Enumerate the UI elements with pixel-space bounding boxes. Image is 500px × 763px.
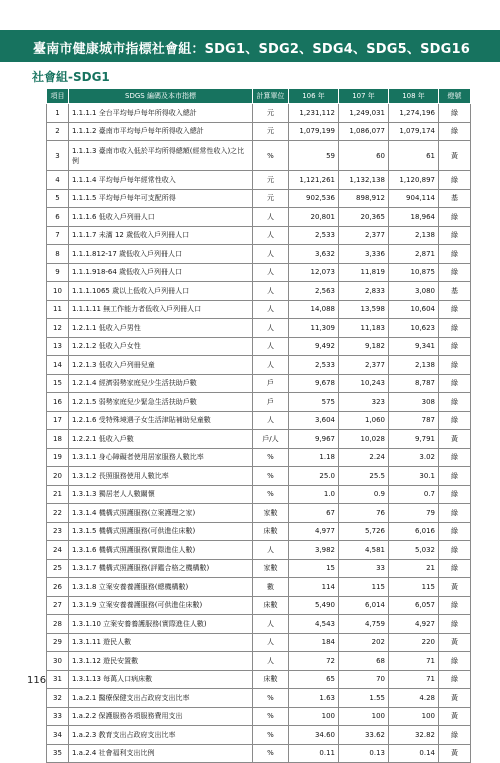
table-row (47, 467, 471, 486)
row-value-107: 2,833 (339, 282, 389, 301)
table-row (47, 522, 471, 541)
row-signal: 綠 (439, 411, 471, 430)
row-indicator: 1.a.2.3 教育支出占政府支出比率 (69, 726, 253, 745)
table-row (47, 189, 471, 208)
row-value-107: 202 (339, 633, 389, 652)
row-value-108: 220 (389, 633, 439, 652)
row-signal: 綠 (439, 615, 471, 634)
row-value-107: 2,377 (339, 226, 389, 245)
row-indicator: 1.a.2.1 醫療保健支出占政府支出比率 (69, 689, 253, 708)
row-index: 30 (47, 652, 69, 671)
row-unit: % (253, 467, 289, 486)
row-value-108: 1,274,196 (389, 104, 439, 123)
row-unit: % (253, 689, 289, 708)
row-unit: 人 (253, 319, 289, 338)
indicator-table (46, 88, 471, 763)
row-value-108: 904,114 (389, 189, 439, 208)
row-signal: 綠 (439, 652, 471, 671)
row-indicator: 1.1.1.2 臺南市平均每戶每年所得收入總計 (69, 122, 253, 141)
row-index: 20 (47, 467, 69, 486)
row-value-108: 9,341 (389, 337, 439, 356)
table-row (47, 504, 471, 523)
row-unit: 人 (253, 226, 289, 245)
row-unit: 戶 (253, 393, 289, 412)
row-signal: 基 (439, 189, 471, 208)
row-signal: 黃 (439, 707, 471, 726)
row-index: 10 (47, 282, 69, 301)
row-indicator: 1.3.1.4 機構式照護服務(立案護理之家) (69, 504, 253, 523)
row-signal: 綠 (439, 726, 471, 745)
table-row (47, 337, 471, 356)
row-indicator: 1.2.1.2 低收入戶女性 (69, 337, 253, 356)
row-indicator: 1.3.1.7 機構式照護服務(評鑑合格之機構數) (69, 559, 253, 578)
row-indicator: 1.1.1.1 全台平均每戶每年所得收入總計 (69, 104, 253, 123)
row-unit: 人 (253, 633, 289, 652)
row-value-107: 115 (339, 578, 389, 597)
row-value-106: 100 (289, 707, 339, 726)
table-row (47, 263, 471, 282)
row-signal: 綠 (439, 122, 471, 141)
row-value-108: 308 (389, 393, 439, 412)
row-value-108: 61 (389, 141, 439, 171)
row-value-107: 33.62 (339, 726, 389, 745)
row-value-108: 3.02 (389, 448, 439, 467)
row-unit: % (253, 485, 289, 504)
row-signal: 綠 (439, 559, 471, 578)
row-indicator: 1.3.1.2 長照服務使用人數比率 (69, 467, 253, 486)
row-signal: 綠 (439, 319, 471, 338)
row-indicator: 1.3.1.8 立案安養養護服務(總機構數) (69, 578, 253, 597)
row-unit: 床數 (253, 596, 289, 615)
row-index: 12 (47, 319, 69, 338)
table-row (47, 411, 471, 430)
row-value-106: 20,801 (289, 208, 339, 227)
row-value-106: 72 (289, 652, 339, 671)
row-unit: 人 (253, 652, 289, 671)
table-row (47, 707, 471, 726)
row-signal: 黃 (439, 744, 471, 763)
row-value-107: 10,028 (339, 430, 389, 449)
row-index: 14 (47, 356, 69, 375)
row-indicator: 1.3.1.10 立案安養養護服務(實際進住人數) (69, 615, 253, 634)
row-indicator: 1.1.1.11 無工作能力者低收入戶列冊人口 (69, 300, 253, 319)
row-signal: 黃 (439, 430, 471, 449)
row-value-108: 0.7 (389, 485, 439, 504)
row-value-106: 67 (289, 504, 339, 523)
row-unit: 元 (253, 189, 289, 208)
row-index: 26 (47, 578, 69, 597)
row-value-106: 2,563 (289, 282, 339, 301)
row-indicator: 1.a.2.2 保護服務各項服務費用支出 (69, 707, 253, 726)
row-index: 32 (47, 689, 69, 708)
row-value-106: 9,967 (289, 430, 339, 449)
row-index: 34 (47, 726, 69, 745)
table-row (47, 356, 471, 375)
col-header-unit: 計算單位 (253, 89, 289, 104)
row-value-106: 184 (289, 633, 339, 652)
row-value-106: 3,632 (289, 245, 339, 264)
table-row (47, 670, 471, 689)
row-value-108: 3,080 (389, 282, 439, 301)
row-indicator: 1.2.1.3 低收入戶列冊兒童 (69, 356, 253, 375)
row-signal: 基 (439, 282, 471, 301)
row-unit: 人 (253, 263, 289, 282)
row-indicator: 1.2.1.6 受特殊境遇子女生活津貼補助兒童數 (69, 411, 253, 430)
row-unit: 人 (253, 615, 289, 634)
row-indicator: 1.1.1.7 未滿 12 歲低收入戶列冊人口 (69, 226, 253, 245)
row-value-107: 76 (339, 504, 389, 523)
table-row (47, 374, 471, 393)
row-unit: 人 (253, 208, 289, 227)
row-unit: 家數 (253, 559, 289, 578)
row-signal: 綠 (439, 467, 471, 486)
row-unit: 戶 (253, 374, 289, 393)
row-value-106: 34.60 (289, 726, 339, 745)
row-value-108: 10,604 (389, 300, 439, 319)
table-row (47, 430, 471, 449)
row-value-107: 13,598 (339, 300, 389, 319)
row-value-106: 1,121,261 (289, 171, 339, 190)
row-unit: 人 (253, 337, 289, 356)
row-indicator: 1.3.1.3 獨居老人人數關懷 (69, 485, 253, 504)
row-unit: 人 (253, 356, 289, 375)
row-unit: 元 (253, 104, 289, 123)
col-header-light: 燈號 (439, 89, 471, 104)
row-value-107: 100 (339, 707, 389, 726)
row-value-108: 4,927 (389, 615, 439, 634)
row-indicator: 1.1.1.1065 歲以上低收入戶列冊人口 (69, 282, 253, 301)
row-signal: 綠 (439, 541, 471, 560)
row-indicator: 1.2.2.1 低收入戶數 (69, 430, 253, 449)
row-index: 18 (47, 430, 69, 449)
row-value-106: 114 (289, 578, 339, 597)
row-indicator: 1.2.1.1 低收入戶男性 (69, 319, 253, 338)
row-index: 17 (47, 411, 69, 430)
table-row (47, 448, 471, 467)
row-unit: 人 (253, 300, 289, 319)
row-index: 28 (47, 615, 69, 634)
row-value-108: 10,623 (389, 319, 439, 338)
row-value-106: 575 (289, 393, 339, 412)
row-value-108: 0.14 (389, 744, 439, 763)
row-signal: 綠 (439, 393, 471, 412)
col-header-item: 項目 (47, 89, 69, 104)
row-value-108: 9,791 (389, 430, 439, 449)
table-row (47, 652, 471, 671)
row-value-106: 9,678 (289, 374, 339, 393)
row-indicator: 1.3.1.13 每萬人口病床數 (69, 670, 253, 689)
row-unit: 床數 (253, 522, 289, 541)
row-index: 13 (47, 337, 69, 356)
row-index: 16 (47, 393, 69, 412)
row-index: 19 (47, 448, 69, 467)
page-title: 臺南市健康城市指標社會組：SDG1、SDG2、SDG4、SDG5、SDG16 (33, 42, 470, 57)
row-value-107: 4,759 (339, 615, 389, 634)
row-value-106: 1.18 (289, 448, 339, 467)
row-value-107: 10,243 (339, 374, 389, 393)
row-signal: 黃 (439, 689, 471, 708)
row-value-108: 32.82 (389, 726, 439, 745)
row-value-108: 71 (389, 652, 439, 671)
row-unit: 人 (253, 245, 289, 264)
row-value-108: 2,138 (389, 226, 439, 245)
row-value-108: 79 (389, 504, 439, 523)
row-indicator: 1.1.1.4 平均每戶每年經常性收入 (69, 171, 253, 190)
table-row (47, 541, 471, 560)
row-value-106: 15 (289, 559, 339, 578)
row-value-108: 6,057 (389, 596, 439, 615)
row-value-107: 9,182 (339, 337, 389, 356)
table-row (47, 615, 471, 634)
row-indicator: 1.3.1.9 立案安養養護服務(可供進住床數) (69, 596, 253, 615)
row-indicator: 1.1.1.812-17 歲低收入戶列冊人口 (69, 245, 253, 264)
row-value-108: 4.28 (389, 689, 439, 708)
table-row (47, 726, 471, 745)
table-header-row (47, 89, 471, 104)
row-unit: 人 (253, 282, 289, 301)
row-value-107: 898,912 (339, 189, 389, 208)
row-value-107: 68 (339, 652, 389, 671)
row-index: 23 (47, 522, 69, 541)
row-unit: % (253, 726, 289, 745)
row-value-107: 25.5 (339, 467, 389, 486)
row-unit: 數 (253, 578, 289, 597)
row-index: 27 (47, 596, 69, 615)
row-indicator: 1.1.1.918-64 歲低收入戶列冊人口 (69, 263, 253, 282)
row-index: 7 (47, 226, 69, 245)
row-value-108: 30.1 (389, 467, 439, 486)
row-value-106: 3,604 (289, 411, 339, 430)
row-value-108: 100 (389, 707, 439, 726)
row-value-106: 1,079,199 (289, 122, 339, 141)
row-value-107: 0.9 (339, 485, 389, 504)
table-row (47, 300, 471, 319)
row-index: 31 (47, 670, 69, 689)
row-value-106: 0.11 (289, 744, 339, 763)
row-value-108: 1,120,897 (389, 171, 439, 190)
row-value-107: 3,336 (339, 245, 389, 264)
row-value-108: 71 (389, 670, 439, 689)
row-signal: 綠 (439, 504, 471, 523)
row-unit: % (253, 707, 289, 726)
row-value-107: 33 (339, 559, 389, 578)
row-value-106: 14,088 (289, 300, 339, 319)
row-unit: 家數 (253, 504, 289, 523)
row-signal: 綠 (439, 596, 471, 615)
row-value-107: 323 (339, 393, 389, 412)
row-value-106: 65 (289, 670, 339, 689)
row-value-106: 2,533 (289, 226, 339, 245)
row-signal: 綠 (439, 337, 471, 356)
row-value-106: 3,982 (289, 541, 339, 560)
row-value-107: 6,014 (339, 596, 389, 615)
col-header-106: 106 年 (289, 89, 339, 104)
row-signal: 綠 (439, 263, 471, 282)
table-row (47, 633, 471, 652)
row-signal: 綠 (439, 448, 471, 467)
row-value-107: 4,581 (339, 541, 389, 560)
row-value-106: 1.0 (289, 485, 339, 504)
row-unit: % (253, 448, 289, 467)
row-indicator: 1.1.1.5 平均每戶每年可支配所得 (69, 189, 253, 208)
row-indicator: 1.3.1.12 遊民安置數 (69, 652, 253, 671)
table-row (47, 122, 471, 141)
row-index: 15 (47, 374, 69, 393)
row-unit: 元 (253, 171, 289, 190)
row-value-107: 5,726 (339, 522, 389, 541)
table-row (47, 141, 471, 171)
row-value-107: 1,060 (339, 411, 389, 430)
col-header-indicator: SDGS 編碼及本市指標 (69, 89, 253, 104)
row-value-108: 6,016 (389, 522, 439, 541)
table-body (47, 104, 471, 763)
col-header-107: 107 年 (339, 89, 389, 104)
row-signal: 黃 (439, 141, 471, 171)
row-value-106: 5,490 (289, 596, 339, 615)
row-value-107: 2,377 (339, 356, 389, 375)
row-value-108: 2,138 (389, 356, 439, 375)
row-indicator: 1.3.1.11 遊民人數 (69, 633, 253, 652)
row-unit: 人 (253, 541, 289, 560)
row-unit: 元 (253, 122, 289, 141)
row-signal: 綠 (439, 485, 471, 504)
row-value-106: 1.63 (289, 689, 339, 708)
row-value-106: 11,309 (289, 319, 339, 338)
table-row (47, 596, 471, 615)
row-signal: 綠 (439, 522, 471, 541)
table-row (47, 319, 471, 338)
table-row (47, 171, 471, 190)
row-unit: % (253, 141, 289, 171)
row-value-107: 1,249,031 (339, 104, 389, 123)
row-value-107: 1,086,077 (339, 122, 389, 141)
row-value-107: 70 (339, 670, 389, 689)
row-index: 22 (47, 504, 69, 523)
col-header-108: 108 年 (389, 89, 439, 104)
header-banner (0, 30, 500, 62)
row-index: 2 (47, 122, 69, 141)
row-signal: 綠 (439, 104, 471, 123)
row-indicator: 1.1.1.6 低收入戶列冊人口 (69, 208, 253, 227)
row-value-107: 60 (339, 141, 389, 171)
row-value-107: 1,132,138 (339, 171, 389, 190)
page-number: 116 (27, 675, 47, 686)
row-value-108: 21 (389, 559, 439, 578)
row-index: 35 (47, 744, 69, 763)
table-row (47, 226, 471, 245)
row-index: 33 (47, 707, 69, 726)
row-index: 6 (47, 208, 69, 227)
row-value-108: 18,964 (389, 208, 439, 227)
row-value-107: 11,183 (339, 319, 389, 338)
row-signal: 黃 (439, 633, 471, 652)
section-title: 社會組-SDG1 (32, 70, 110, 84)
table-row (47, 245, 471, 264)
table-row (47, 282, 471, 301)
row-value-108: 1,079,174 (389, 122, 439, 141)
table-row (47, 689, 471, 708)
row-value-106: 9,492 (289, 337, 339, 356)
row-value-106: 12,073 (289, 263, 339, 282)
row-signal: 綠 (439, 356, 471, 375)
row-indicator: 1.2.1.4 經濟弱勢家庭兒少生活扶助戶數 (69, 374, 253, 393)
row-unit: 床數 (253, 670, 289, 689)
row-index: 24 (47, 541, 69, 560)
row-indicator: 1.a.2.4 社會福利支出比例 (69, 744, 253, 763)
table-row (47, 744, 471, 763)
row-unit: 戶/人 (253, 430, 289, 449)
row-value-108: 8,787 (389, 374, 439, 393)
row-value-106: 25.0 (289, 467, 339, 486)
row-index: 4 (47, 171, 69, 190)
row-index: 11 (47, 300, 69, 319)
row-index: 21 (47, 485, 69, 504)
row-index: 1 (47, 104, 69, 123)
row-indicator: 1.3.1.1 身心障礙者使用居家服務人數比率 (69, 448, 253, 467)
table-row (47, 559, 471, 578)
row-signal: 綠 (439, 245, 471, 264)
row-indicator: 1.3.1.5 機構式照護服務(可供進住床數) (69, 522, 253, 541)
row-value-108: 10,875 (389, 263, 439, 282)
row-index: 5 (47, 189, 69, 208)
row-index: 8 (47, 245, 69, 264)
row-value-107: 11,819 (339, 263, 389, 282)
row-signal: 綠 (439, 208, 471, 227)
row-value-108: 2,871 (389, 245, 439, 264)
row-value-106: 4,977 (289, 522, 339, 541)
row-value-106: 59 (289, 141, 339, 171)
row-index: 29 (47, 633, 69, 652)
table-row (47, 104, 471, 123)
row-value-106: 1,231,112 (289, 104, 339, 123)
row-signal: 綠 (439, 670, 471, 689)
row-value-108: 5,032 (389, 541, 439, 560)
row-indicator: 1.2.1.5 弱勢家庭兒少緊急生活扶助戶數 (69, 393, 253, 412)
row-signal: 綠 (439, 171, 471, 190)
row-signal: 綠 (439, 226, 471, 245)
row-value-107: 20,365 (339, 208, 389, 227)
row-unit: 人 (253, 411, 289, 430)
row-value-108: 115 (389, 578, 439, 597)
table-row (47, 578, 471, 597)
table-row (47, 208, 471, 227)
table-row (47, 485, 471, 504)
row-indicator: 1.3.1.6 機構式照護服務(實際進住人數) (69, 541, 253, 560)
table-row (47, 393, 471, 412)
row-value-106: 2,533 (289, 356, 339, 375)
row-unit: % (253, 744, 289, 763)
row-indicator: 1.1.1.3 臺南市收入低於平均所得總額(經常性收入)之比例 (69, 141, 253, 171)
row-value-106: 4,543 (289, 615, 339, 634)
row-signal: 黃 (439, 578, 471, 597)
row-index: 3 (47, 141, 69, 171)
row-value-107: 1.55 (339, 689, 389, 708)
row-signal: 綠 (439, 300, 471, 319)
row-value-106: 902,536 (289, 189, 339, 208)
row-value-107: 0.13 (339, 744, 389, 763)
row-index: 25 (47, 559, 69, 578)
row-value-107: 2.24 (339, 448, 389, 467)
row-value-108: 787 (389, 411, 439, 430)
row-signal: 綠 (439, 374, 471, 393)
row-index: 9 (47, 263, 69, 282)
